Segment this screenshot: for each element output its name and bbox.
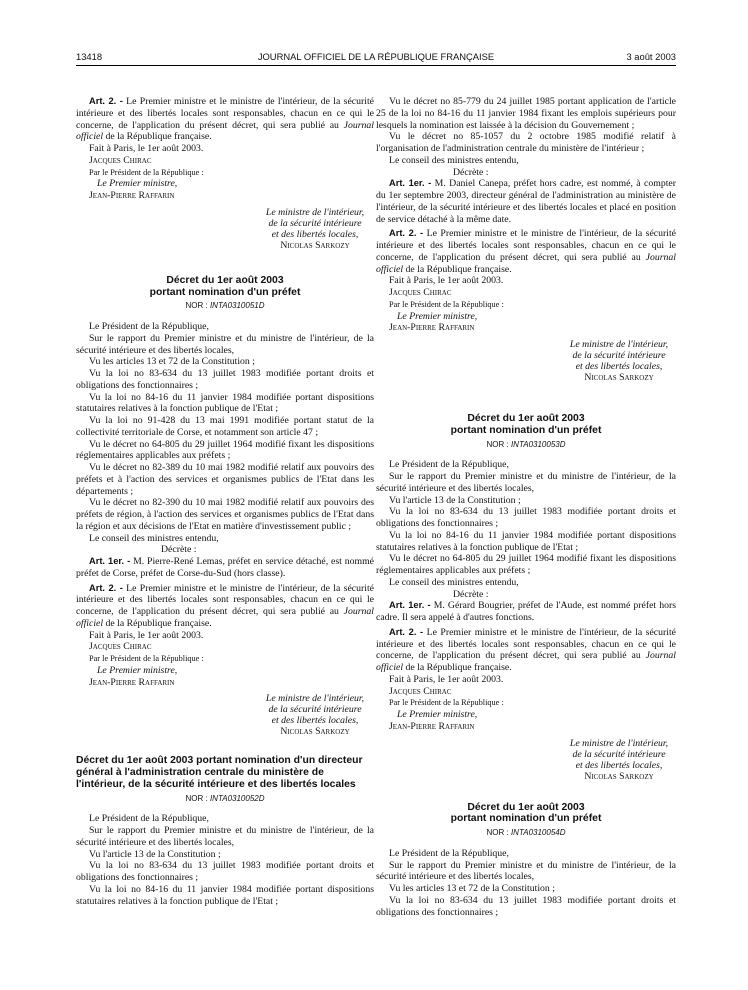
- issue-date: 3 août 2003: [626, 51, 676, 62]
- header-rule: [76, 65, 676, 66]
- right-column: Vu le décret no 85-779 du 24 juillet 1985 portant application de l'article 25 de la loi no 84-16 du 11 janvier 1984 fixant les emplois supérieurs pour lesquels la nomination est laissée à la décision du Gouvernement ; Vu le décret no 85-1057 du 2 octobre 1985 modifié relatif à l'organisation de l'administration centrale du ministère de l'intérieur ; Le conseil des ministres entendu, Décrète : Art. 1er. - M. Daniel Canepa, préfet hors cadre, est nommé, à compter du 1er septembre 2003, directeur général de l'administration au ministère de l'intérieur, de la sécurité intérieure et des libertés locales et placé en position de service détaché à la même date. Art. 2. - Le Premier ministre et le ministre de l'intérieur, de la sécurité intérieure et des libertés locales sont responsables, chacun en ce qui le concerne, de l'application du présent décret, qui sera publié au Journal officiel de la République française. Fait à Paris, le 1er août 2003. Jacques Chirac Par le Président de la République : Le Premier ministre, Jean-Pierre Raffarin Le ministre de l'intérieur, de la sécurité intérieure et des libertés locales, Nicolas Sarkozy Décret du 1er août 2003 portant nomination d'un préfet NOR : INTA0310053D Le Président de la République, Sur le rapport du Premier ministre et du ministre de l'intérieur, de la sécurité intérieure et des libertés locales, Vu l'article 13 de la Constitution ; Vu la loi no 83-634 du 13 juillet 1983 modifiée portant droits et obligations des fonctionnaires ; Vu la loi no 84-16 du 11 janvier 1984 modifiée portant dispositions statutaires relatives à la fonction publique de l'Etat ; Vu le décret no 64-805 du 29 juillet 1964 modifié fixant les dispositions réglementaires applicables aux préfets ; Le conseil des ministres entendu, Décrète : Art. 1er. - M. Gérard Bougrier, préfet de l'Aude, est nommé préfet hors cadre. Il sera appelé à d'autres fonctions. Art. 2. - Le Premier ministre et le ministre de l'intérieur, de la sécurité intérieure et des libertés locales sont responsables, chacun en ce qui le concerne, de l'application du présent décret, qui sera publié au Journal officiel de la République française. Fait à Paris, le 1er août 2003. Jacques Chirac Par le Président de la République : Le Premier ministre, Jean-Pierre Raffarin Le ministre de l'intérieur, de la sécurité intérieure et des libertés locales, Nicolas Sarkozy Décret du 1er août 2003 portant nomination d'un préfet NOR : INTA0310054D Le Président de la République, Sur le rapport du Premier ministre et du ministre de l'intérieur, de la sécurité intérieure et des libertés locales, Vu les articles 13 et 72 de la Constitution ; Vu la loi no 83-634 du 13 juillet 1983 modifiée portant droits et obligations des fonctionnaires ;: [376, 96, 676, 918]
- fait-line: Fait à Paris, le 1er août 2003.: [89, 143, 204, 154]
- article-2: Art. 2. - Le Premier ministre et le ministre de l'intérieur, de la sécurité intérieure et des libertés locales sont responsables, chacun en ce qui le concerne, de l'application du présent décret, qui sera publié au Journal officiel de la République française.: [76, 96, 374, 143]
- article-2: Art. 2. - Le Premier ministre et le ministre de l'intérieur, de la sécurité intérieure et des libertés locales sont responsables, chacun en ce qui le concerne, de l'application du présent décret, qui sera publié au Journal officiel de la République française.: [376, 228, 676, 275]
- left-column: Art. 2. - Le Premier ministre et le ministre de l'intérieur, de la sécurité intérieure et des libertés locales sont responsables, chacun en ce qui le concerne, de l'application du présent décret, qui sera publié au Journal officiel de la République française. Fait à Paris, le 1er août 2003. Jacques Chirac Par le Président de la République : Le Premier ministre, Jean-Pierre Raffarin Le ministre de l'intérieur, de la sécurité intérieure et des libertés locales, Nicolas Sarkozy Décret du 1er août 2003 portant nomination d'un préfet NOR : INTA0310051D Le Président de la République, Sur le rapport du Premier ministre et du ministre de l'intérieur, de la sécurité intérieure et des libertés locales, Vu les articles 13 et 72 de la Constitution ; Vu la loi no 83-634 du 13 juillet 1983 modifiée portant droits et obligations des fonctionnaires ; Vu la loi no 84-16 du 11 janvier 1984 modifiée portant dispositions statutaires relatives à la fonction publique de l'Etat ; Vu la loi no 91-428 du 13 mai 1991 modifiée portant statut de la collectivité territoriale de Corse, et notamment son article 47 ; Vu le décret no 64-805 du 29 juillet 1964 modifié fixant les dispositions réglementaires applicables aux préfets ; Vu le décret no 82-389 du 10 mai 1982 modifié relatif aux pouvoirs des préfets et à l'action des services et organismes publics de l'Etat dans les départements ; Vu le décret no 82-390 du 10 mai 1982 modifié relatif aux pouvoirs des préfets de région, à l'action des services et organismes publics de l'Etat dans la région et aux décisions de l'Etat en matière d'investissement public ; Le conseil des ministres entendu, Décrète : Art. 1er. - M. Pierre-René Lemas, préfet en service détaché, est nommé préfet de Corse, préfet de Corse-du-Sud (hors classe). Art. 2. - Le Premier ministre et le ministre de l'intérieur, de la sécurité intérieure et des libertés locales sont responsables, chacun en ce qui le concerne, de l'application du présent décret, qui sera publié au Journal officiel de la République française. Fait à Paris, le 1er août 2003. Jacques Chirac Par le Président de la République : Le Premier ministre, Jean-Pierre Raffarin Le ministre de l'intérieur, de la sécurité intérieure et des libertés locales, Nicolas Sarkozy Décret du 1er août 2003 portant nomination d'un directeur général à l'administration centrale du ministère de l'intérieur, de la sécurité intérieure et des libertés locales NOR : INTA0310052D Le Président de la République, Sur le rapport du Premier ministre et du ministre de l'intérieur, de la sécurité intérieure et des libertés locales, Vu l'article 13 de la Constitution ; Vu la loi no 83-634 du 13 juillet 1983 modifiée portant droits et obligations des fonctionnaires ; Vu la loi no 84-16 du 11 janvier 1984 modifiée portant dispositions statutaires relatives à la fonction publique de l'Etat ;: [76, 96, 374, 907]
- fait-line: Fait à Paris, le 1er août 2003.: [89, 629, 204, 641]
- par-le-president: Par le Président de la République :: [89, 167, 204, 177]
- page-number: 13418: [76, 51, 103, 62]
- article-2: Art. 2. - Le Premier ministre et le ministre de l'intérieur, de la sécurité intérieure et des libertés locales sont responsables, chacun en ce qui le concerne, de l'application du présent décret, qui sera publié au Journal officiel de la République française.: [376, 626, 676, 674]
- pm-name: Jean-Pierre Raffarin: [89, 190, 175, 201]
- article-1: Art. 1er. - M. Daniel Canepa, préfet hors cadre, est nommé, à compter du 1er septembre 2003, directeur général de l'administration au ministère de l'intérieur, de la sécurité intérieure et des libertés locales et placé en position de service détaché à la même date.: [376, 178, 676, 225]
- president-signature: Jacques Chirac: [389, 685, 452, 697]
- minister-block: Le ministre de l'intérieur, de la sécurité intérieure et des libertés locales, Nicolas Sarkozy: [265, 206, 365, 251]
- minister-block: Le ministre de l'intérieur, de la sécurité intérieure et des libertés locales, Nicolas Sarkozy: [569, 339, 669, 383]
- nor-reference: NOR : INTA0310054D: [486, 828, 566, 838]
- nor-reference: NOR : INTA0310052D: [185, 793, 265, 803]
- nor-reference: NOR : INTA0310053D: [486, 439, 566, 449]
- decree-title-prefet-corse: Décret du 1er août 2003 portant nomination d'un préfet: [149, 274, 301, 298]
- president-signature: Jacques Chirac: [89, 641, 152, 653]
- nor-reference: NOR : INTA0310051D: [185, 301, 265, 311]
- decrete: Décrète :: [161, 544, 197, 556]
- journal-title: JOURNAL OFFICIEL DE LA RÉPUBLIQUE FRANÇAISE: [257, 51, 495, 62]
- decrete: Décrète :: [453, 588, 489, 600]
- decrete: Décrète :: [453, 166, 489, 178]
- president-signature: Jacques Chirac: [89, 154, 152, 166]
- article-2: Art. 2. - Le Premier ministre et le ministre de l'intérieur, de la sécurité intérieure et des libertés locales sont responsables, chacun en ce qui le concerne, de l'application du présent décret, qui sera publié au Journal officiel de la République française.: [76, 582, 374, 629]
- decree-title-prefet-2: Décret du 1er août 2003 portant nomination d'un préfet: [450, 801, 602, 825]
- decree-title-directeur-general: Décret du 1er août 2003 portant nomination d'un directeur général à l'administration centrale du ministère de l'intérieur, de la sécurité intérieure et des libertés locales: [76, 755, 363, 790]
- article-1: Art. 1er. - M. Pierre-René Lemas, préfet en service détaché, est nommé préfet de Corse, préfet de Corse-du-Sud (hors classe).: [76, 556, 374, 579]
- pm-title: Le Premier ministre,: [97, 178, 178, 190]
- article-1: Art. 1er. - M. Gérard Bougrier, préfet de l'Aude, est nommé préfet hors cadre. Il sera appelé à d'autres fonctions.: [376, 600, 676, 624]
- minister-block: Le ministre de l'intérieur, de la sécurité intérieure et des libertés locales, Nicolas Sarkozy: [569, 737, 669, 782]
- page-header: [76, 51, 676, 65]
- president-signature: Jacques Chirac: [389, 287, 452, 298]
- decree-title-prefet-hors-cadre: Décret du 1er août 2003 portant nomination d'un préfet: [450, 413, 602, 436]
- minister-block: Le ministre de l'intérieur, de la sécurité intérieure et des libertés locales, Nicolas Sarkozy: [265, 693, 365, 738]
